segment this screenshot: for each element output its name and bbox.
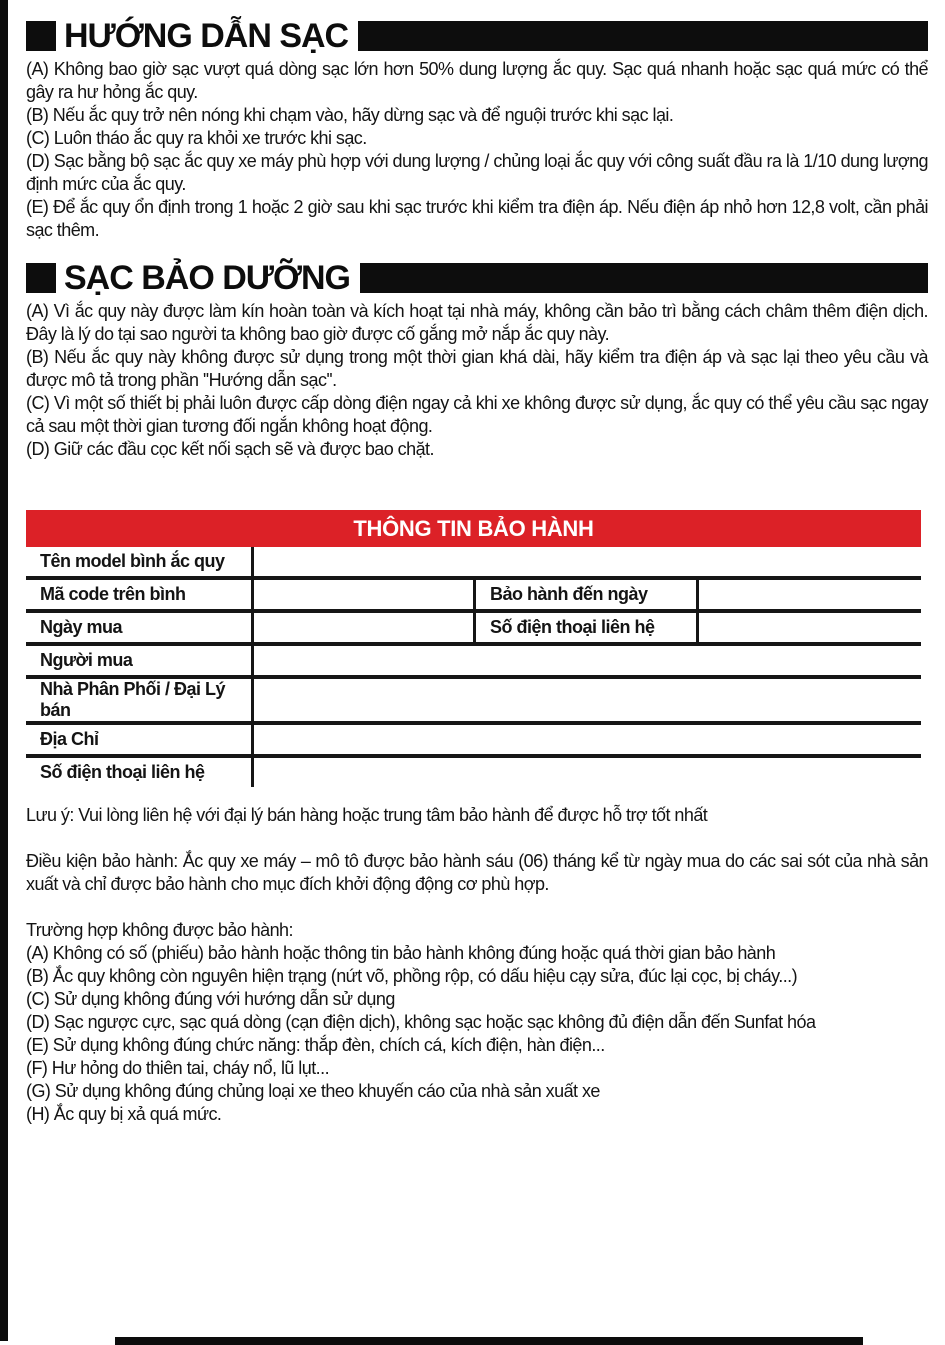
table-row xyxy=(26,580,921,613)
row-value-blank xyxy=(251,679,921,721)
footer-bar xyxy=(115,1337,863,1345)
exclusion-item: (E) Sử dụng không đúng chức năng: thắp đèn, chích cá, kích điện, hàn điện... xyxy=(26,1035,605,1055)
exclusion-item: (A) Không có số (phiếu) bảo hành hoặc thông tin bảo hành không đúng hoặc quá thời gian bảo hành xyxy=(26,943,776,963)
table-row xyxy=(26,679,921,725)
row-label: Số điện thoại liên hệ xyxy=(473,613,696,642)
row-value-blank xyxy=(251,613,473,642)
paragraph: (D) Sạc bằng bộ sạc ắc quy xe máy phù hợp với dung lượng / chủng loại ắc quy với công suất đầu ra là 1/10 dung lượng định mức của ắc quy. xyxy=(26,151,928,194)
paragraph: (E) Để ắc quy ổn định trong 1 hoặc 2 giờ sau khi sạc trước khi kiểm tra điện áp. Nếu điện áp nhỏ hơn 12,8 volt, cần phải sạc thêm. xyxy=(26,197,928,240)
exclusions-title: Trường hợp không được bảo hành: xyxy=(26,920,293,940)
exclusion-item: (G) Sử dụng không đúng chủng loại xe theo khuyến cáo của nhà sản xuất xe xyxy=(26,1081,600,1101)
row-value-blank xyxy=(696,580,921,609)
paragraph: (C) Luôn tháo ắc quy ra khỏi xe trước khi sạc. xyxy=(26,128,367,148)
paragraph: (A) Không bao giờ sạc vượt quá dòng sạc lớn hơn 50% dung lượng ắc quy. Sạc quá nhanh hoặc sạc quá mức có thể gây ra hư hỏng ắc quy. xyxy=(26,59,928,102)
black-square-icon xyxy=(26,21,56,51)
header-rule-bar xyxy=(360,263,928,293)
row-label: Bảo hành đến ngày xyxy=(473,580,696,609)
warranty-table-header: THÔNG TIN BẢO HÀNH xyxy=(26,510,921,547)
section-header xyxy=(26,17,928,55)
warranty-conditions: Điều kiện bảo hành: Ắc quy xe máy – mô tô được bảo hành sáu (06) tháng kể từ ngày mua do các sai sót của nhà sản xuất và chỉ được bảo hành cho mục đích khởi động động cơ phù hợp. xyxy=(26,851,928,894)
warranty-exclusions xyxy=(26,919,928,1126)
exclusion-item: (F) Hư hỏng do thiên tai, cháy nổ, lũ lụt... xyxy=(26,1058,330,1078)
row-value-blank xyxy=(696,613,921,642)
paragraph: (B) Nếu ắc quy này không được sử dụng trong một thời gian khá dài, hãy kiểm tra điện áp và sạc lại theo yêu cầu và được mô tả trong phần ''Hướng dẫn sạc''. xyxy=(26,347,928,390)
row-label: Tên model bình ắc quy xyxy=(40,551,225,571)
table-row xyxy=(26,646,921,679)
exclusion-item: (C) Sử dụng không đúng với hướng dẫn sử dụng xyxy=(26,989,395,1009)
table-row xyxy=(26,613,921,646)
row-value-blank xyxy=(251,646,921,675)
row-value-blank xyxy=(251,758,921,787)
paragraph: (D) Giữ các đầu cọc kết nối sạch sẽ và được bao chặt. xyxy=(26,439,434,459)
section-charging-instructions xyxy=(26,17,928,242)
paragraph: (C) Vì một số thiết bị phải luôn được cấp dòng điện ngay cả khi xe không được sử dụng, ắc quy có thể yêu cầu sạc ngay cả sau một thời gian tương đối ngắn không hoạt động. xyxy=(26,393,928,436)
content-area xyxy=(26,0,928,1126)
row-label: Địa Chỉ xyxy=(40,729,99,749)
table-row xyxy=(26,547,921,580)
table-row xyxy=(26,725,921,758)
black-square-icon xyxy=(26,263,56,293)
header-rule-bar xyxy=(358,21,928,51)
warranty-table xyxy=(26,510,921,787)
paragraph: (B) Nếu ắc quy trở nên nóng khi chạm vào, hãy dừng sạc và để nguội trước khi sạc lại. xyxy=(26,105,674,125)
section-title: HƯỚNG DẪN SẠC xyxy=(64,17,349,55)
section-maintenance-charging xyxy=(26,259,928,461)
support-note: Lưu ý: Vui lòng liên hệ với đại lý bán hàng hoặc trung tâm bảo hành để được hỗ trợ tốt nhất xyxy=(26,805,708,825)
exclusion-item: (D) Sạc ngược cực, sạc quá dòng (cạn điện dịch), không sạc hoặc sạc không đủ điện dẫn đến Sunfat hóa xyxy=(26,1012,816,1032)
exclusion-item: (H) Ắc quy bị xả quá mức. xyxy=(26,1104,222,1124)
section-title: SẠC BẢO DƯỠNG xyxy=(64,259,350,297)
row-value-blank xyxy=(251,547,921,576)
row-label: Nhà Phân Phối / Đại Lý bán xyxy=(40,679,226,720)
row-value-blank xyxy=(251,725,921,754)
paragraph: (A) Vì ắc quy này được làm kín hoàn toàn và kích hoạt tại nhà máy, không cần bảo trì bằng cách châm thêm điện dịch. Đây là lý do tại sao người ta không bao giờ được cố gắng mở nắp ắc quy này. xyxy=(26,301,928,344)
row-value-blank xyxy=(251,580,473,609)
row-label: Số điện thoại liên hệ xyxy=(40,762,205,782)
row-label: Mã code trên bình xyxy=(40,584,186,604)
exclusion-item: (B) Ắc quy không còn nguyên hiện trạng (nứt võ, phồng rộp, có dấu hiệu cạy sửa, đúc lại cọc, bị cháy...) xyxy=(26,966,798,986)
table-row xyxy=(26,758,921,787)
left-edge-bar xyxy=(0,0,8,1341)
section-header xyxy=(26,259,928,297)
row-label: Người mua xyxy=(40,650,133,670)
row-label: Ngày mua xyxy=(40,617,123,637)
